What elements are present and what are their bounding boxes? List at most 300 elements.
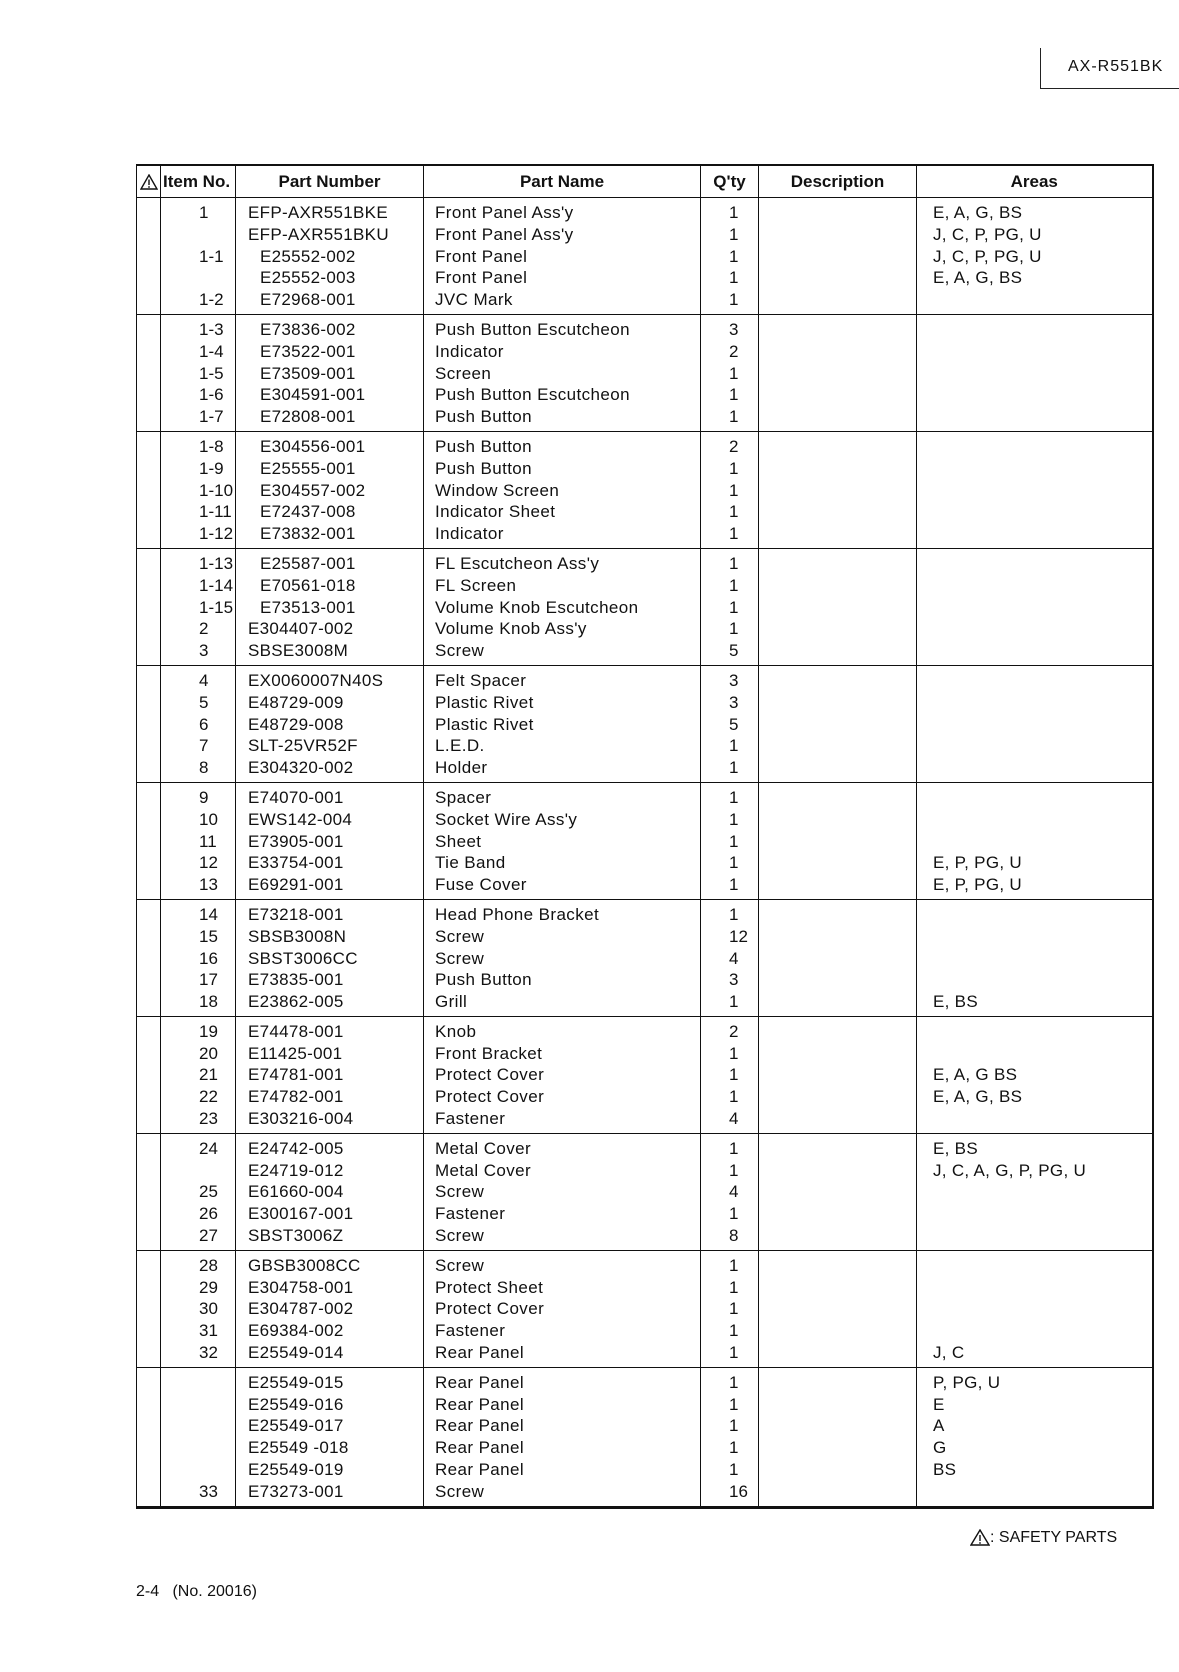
part-name-value: Rear Panel — [435, 1438, 525, 1458]
item-no-value: 2 — [199, 619, 209, 639]
qty-value: 1 — [729, 1460, 739, 1480]
qty-value: 3 — [729, 692, 739, 712]
qty-value: 5 — [729, 641, 739, 661]
qty-cell — [701, 548, 759, 665]
part-number-value: E73835-001 — [248, 970, 344, 990]
part-number-value: E72437-008 — [260, 502, 356, 522]
item-no-value: 32 — [199, 1343, 218, 1363]
qty-value: 1 — [729, 1416, 739, 1436]
part-name-value: Protect Cover — [435, 1087, 545, 1107]
item-no-value — [161, 1437, 235, 1459]
table-row-group — [137, 1367, 1153, 1507]
areas-value: J, C, P, PG, U — [933, 224, 1042, 244]
part-name-cell — [424, 431, 701, 548]
part-name-cell — [424, 782, 701, 899]
areas-value: E, A, G, BS — [933, 268, 1023, 288]
safety-column-header — [137, 165, 161, 198]
item-no-value: 9 — [199, 787, 209, 807]
item-no-value: 1-2 — [199, 290, 224, 310]
part-name-value: Rear Panel — [435, 1416, 525, 1436]
areas-value: J, C — [933, 1343, 965, 1363]
part-number-value: SBST3006CC — [248, 948, 358, 968]
part-name-value: Grill — [435, 992, 468, 1012]
qty-value: 5 — [729, 714, 739, 734]
safety-cell — [137, 1016, 161, 1133]
qty-value: 1 — [729, 407, 739, 427]
part-name-value: Fastener — [435, 1204, 506, 1224]
item-no-value: 10 — [199, 809, 218, 829]
item-no-value: 22 — [199, 1087, 218, 1107]
part-name-value: JVC Mark — [435, 290, 513, 310]
item-no-cell — [161, 1367, 236, 1507]
part-name-value: Screw — [435, 1226, 485, 1246]
areas-value — [917, 787, 1152, 809]
qty-value: 1 — [729, 809, 739, 829]
areas-value — [917, 757, 1152, 779]
part-number-cell — [236, 1367, 424, 1507]
part-name-value: Indicator — [435, 341, 504, 361]
qty-value: 1 — [729, 290, 739, 310]
areas-value — [917, 1320, 1152, 1342]
qty-value: 1 — [729, 787, 739, 807]
areas-cell — [917, 548, 1153, 665]
qty-value: 8 — [729, 1226, 739, 1246]
item-no-cell — [161, 665, 236, 782]
qty-value: 1 — [729, 203, 739, 222]
part-number-value: E25549-015 — [248, 1372, 344, 1392]
areas-value: E, A, G, BS — [933, 203, 1023, 222]
part-number-value: E73836-002 — [260, 319, 356, 339]
table-row-group — [137, 198, 1153, 315]
part-name-cell — [424, 1367, 701, 1507]
part-name-value: Plastic Rivet — [435, 692, 534, 712]
description-cell — [759, 198, 917, 315]
parts-table — [136, 164, 1154, 1509]
part-number-value: E25555-001 — [260, 458, 356, 478]
item-no-value: 13 — [199, 875, 218, 895]
part-name-value: Volume Knob Escutcheon — [435, 597, 639, 617]
description-cell — [759, 548, 917, 665]
qty-value: 1 — [729, 1087, 739, 1107]
safety-parts-label: : SAFETY PARTS — [990, 1529, 1118, 1546]
part-name-cell — [424, 314, 701, 431]
qty-value: 1 — [729, 1160, 739, 1180]
part-name-value: Holder — [435, 758, 488, 778]
qty-value: 1 — [729, 1321, 739, 1341]
description-cell — [759, 782, 917, 899]
part-number-value: E300167-001 — [248, 1204, 354, 1224]
part-name-value: Front Bracket — [435, 1043, 543, 1063]
qty-cell — [701, 198, 759, 315]
part-name-value: Rear Panel — [435, 1394, 525, 1414]
part-number-value: E73832-001 — [260, 524, 356, 544]
qty-cell — [701, 1133, 759, 1250]
areas-value — [917, 1108, 1152, 1130]
part-number-value: E72808-001 — [260, 407, 356, 427]
areas-value: E, A, G BS — [933, 1065, 1018, 1085]
areas-value — [917, 735, 1152, 757]
part-number-value: E304556-001 — [260, 436, 366, 456]
qty-value: 2 — [729, 436, 739, 456]
table-row-group — [137, 314, 1153, 431]
item-no-value: 16 — [199, 948, 218, 968]
table-row-group — [137, 1133, 1153, 1250]
qty-value: 1 — [729, 597, 739, 617]
part-name-value: Push Button Escutcheon — [435, 319, 630, 339]
areas-value — [917, 1277, 1152, 1299]
description-cell — [759, 899, 917, 1016]
qty-value: 1 — [729, 1372, 739, 1392]
part-name-cell — [424, 548, 701, 665]
item-no-value: 28 — [199, 1255, 218, 1275]
description-cell — [759, 1367, 917, 1507]
part-name-value: Screen — [435, 363, 492, 383]
item-no-value: 7 — [199, 736, 209, 756]
areas-value — [917, 948, 1152, 970]
part-name-value: Rear Panel — [435, 1343, 525, 1363]
part-number-value: E304758-001 — [248, 1277, 354, 1297]
qty-value: 1 — [729, 502, 739, 522]
part-number-cell — [236, 314, 424, 431]
part-number-value: E25549-016 — [248, 1394, 344, 1414]
item-no-value — [161, 1372, 235, 1394]
qty-value: 4 — [729, 1109, 739, 1129]
item-no-value: 1-9 — [199, 458, 224, 478]
qty-value: 1 — [729, 736, 739, 756]
areas-value — [917, 904, 1152, 926]
part-number-value: E33754-001 — [248, 853, 344, 873]
safety-cell — [137, 1367, 161, 1507]
areas-cell — [917, 198, 1153, 315]
part-number-value: E304591-001 — [260, 385, 366, 405]
qty-value: 1 — [729, 853, 739, 873]
item-no-value: 14 — [199, 904, 218, 924]
safety-cell — [137, 314, 161, 431]
areas-value: E — [933, 1394, 945, 1414]
qty-value: 2 — [729, 341, 739, 361]
part-number-value: E69291-001 — [248, 875, 344, 895]
areas-value — [917, 597, 1152, 619]
areas-value: J, C, P, PG, U — [933, 246, 1042, 266]
areas-cell — [917, 1367, 1153, 1507]
part-name-value: Protect Cover — [435, 1299, 545, 1319]
areas-cell — [917, 1133, 1153, 1250]
areas-value — [917, 458, 1152, 480]
part-number-value: E304407-002 — [248, 619, 354, 639]
areas-value — [917, 480, 1152, 502]
qty-value: 1 — [729, 1138, 739, 1158]
areas-cell — [917, 1250, 1153, 1367]
qty-value: 1 — [729, 268, 739, 288]
warning-triangle-icon — [970, 1529, 990, 1546]
safety-cell — [137, 782, 161, 899]
part-number-value: E25549-017 — [248, 1416, 344, 1436]
areas-value — [917, 341, 1152, 363]
item-no-value: 3 — [199, 641, 209, 661]
item-no-value: 1-5 — [199, 363, 224, 383]
part-number-value: E25549-014 — [248, 1343, 344, 1363]
description-cell — [759, 1016, 917, 1133]
part-number-value: E25549 -018 — [248, 1438, 349, 1458]
item-no-value: 1-1 — [199, 246, 224, 266]
safety-cell — [137, 431, 161, 548]
item-no-value: 17 — [199, 970, 218, 990]
item-no-value: 1 — [199, 203, 209, 222]
safety-cell — [137, 1250, 161, 1367]
part-number-value: E48729-009 — [248, 692, 344, 712]
areas-value — [917, 809, 1152, 831]
item-no-value: 23 — [199, 1109, 218, 1129]
item-no-value — [161, 1415, 235, 1437]
qty-header: Q'ty — [701, 165, 759, 198]
part-name-value: Screw — [435, 948, 485, 968]
part-name-value: Rear Panel — [435, 1372, 525, 1392]
part-number-value: E25549-019 — [248, 1460, 344, 1480]
item-no-value — [161, 224, 235, 246]
table-row-group — [137, 1250, 1153, 1367]
part-name-value: Fuse Cover — [435, 875, 527, 895]
part-number-value: E69384-002 — [248, 1321, 344, 1341]
part-number-value: E304557-002 — [260, 480, 366, 500]
qty-cell — [701, 1367, 759, 1507]
qty-value: 4 — [729, 948, 739, 968]
part-name-value: Sheet — [435, 831, 482, 851]
item-no-value — [161, 1394, 235, 1416]
item-no-value: 1-11 — [199, 502, 232, 522]
item-no-value — [161, 267, 235, 289]
item-no-value: 25 — [199, 1182, 218, 1202]
item-no-cell — [161, 1250, 236, 1367]
qty-value: 1 — [729, 524, 739, 544]
qty-value: 1 — [729, 904, 739, 924]
qty-value: 1 — [729, 758, 739, 778]
part-number-value: SBSB3008N — [248, 926, 347, 946]
table-row-group — [137, 899, 1153, 1016]
areas-value — [917, 618, 1152, 640]
part-number-value: SBSE3008M — [248, 641, 349, 661]
qty-value: 3 — [729, 670, 739, 690]
part-number-value: SBST3006Z — [248, 1226, 344, 1246]
areas-value — [917, 1255, 1152, 1277]
item-no-value: 29 — [199, 1277, 218, 1297]
part-number-value: E70561-018 — [260, 575, 356, 595]
part-name-value: Screw — [435, 1481, 485, 1501]
qty-value: 3 — [729, 970, 739, 990]
areas-value — [917, 1298, 1152, 1320]
part-name-value: Indicator — [435, 524, 504, 544]
part-name-value: Push Button — [435, 970, 533, 990]
parts-table-body — [137, 198, 1153, 1508]
part-name-header: Part Name — [424, 165, 701, 198]
item-no-value: 1-6 — [199, 385, 224, 405]
part-name-cell — [424, 899, 701, 1016]
qty-value: 1 — [729, 1043, 739, 1063]
part-number-value: E74478-001 — [248, 1021, 344, 1041]
qty-value: 2 — [729, 1021, 739, 1041]
table-row-group — [137, 431, 1153, 548]
areas-cell — [917, 899, 1153, 1016]
part-number-value: E74070-001 — [248, 787, 344, 807]
areas-value: P, PG, U — [933, 1372, 1001, 1392]
qty-value: 1 — [729, 992, 739, 1012]
safety-cell — [137, 198, 161, 315]
item-no-value: 26 — [199, 1204, 218, 1224]
qty-cell — [701, 782, 759, 899]
part-number-value: E73513-001 — [260, 597, 356, 617]
part-name-value: Felt Spacer — [435, 670, 527, 690]
areas-value — [917, 319, 1152, 341]
item-no-value: 1-3 — [199, 319, 224, 339]
areas-cell — [917, 1016, 1153, 1133]
areas-value — [917, 969, 1152, 991]
areas-cell — [917, 782, 1153, 899]
qty-cell — [701, 1016, 759, 1133]
part-number-value: E48729-008 — [248, 714, 344, 734]
part-number-value: E11425-001 — [248, 1043, 343, 1063]
areas-value — [917, 640, 1152, 662]
part-name-value: Screw — [435, 641, 485, 661]
item-no-value: 19 — [199, 1021, 218, 1041]
description-cell — [759, 1133, 917, 1250]
safety-cell — [137, 548, 161, 665]
part-number-value: E25587-001 — [260, 553, 356, 573]
safety-parts-note — [970, 1529, 1117, 1547]
areas-value: E, BS — [933, 992, 978, 1012]
areas-value — [917, 575, 1152, 597]
item-no-value: 31 — [199, 1321, 218, 1341]
item-no-cell — [161, 1016, 236, 1133]
part-name-value: Protect Cover — [435, 1065, 545, 1085]
item-no-value: 20 — [199, 1043, 218, 1063]
part-number-value: EFP-AXR551BKE — [248, 203, 388, 222]
part-name-value: Knob — [435, 1021, 477, 1041]
item-no-value: 24 — [199, 1138, 218, 1158]
part-name-value: Protect Sheet — [435, 1277, 544, 1297]
safety-cell — [137, 665, 161, 782]
part-name-value: Metal Cover — [435, 1138, 532, 1158]
qty-value: 1 — [729, 363, 739, 383]
safety-cell — [137, 1133, 161, 1250]
part-number-value: E24742-005 — [248, 1138, 344, 1158]
item-no-cell — [161, 548, 236, 665]
item-no-cell — [161, 1133, 236, 1250]
item-no-value: 27 — [199, 1226, 218, 1246]
areas-cell — [917, 314, 1153, 431]
areas-value — [917, 289, 1152, 311]
item-no-value: 1-15 — [199, 597, 234, 617]
areas-value — [917, 1203, 1152, 1225]
item-no-header: Item No. — [161, 165, 236, 198]
areas-value — [917, 1181, 1152, 1203]
areas-value: G — [933, 1438, 947, 1458]
part-number-value: E304320-002 — [248, 758, 354, 778]
part-name-value: Push Button Escutcheon — [435, 385, 630, 405]
part-name-value: Push Button — [435, 436, 533, 456]
qty-value: 12 — [729, 926, 748, 946]
areas-value — [917, 714, 1152, 736]
part-number-value: EFP-AXR551BKU — [248, 224, 389, 244]
warning-triangle-icon — [140, 174, 158, 190]
qty-value: 1 — [729, 458, 739, 478]
part-name-value: Plastic Rivet — [435, 714, 534, 734]
item-no-value: 1-8 — [199, 436, 224, 456]
part-name-value: Front Panel Ass'y — [435, 224, 574, 244]
areas-value — [917, 363, 1152, 385]
page-number: 2-4 (No. 20016) — [136, 1583, 257, 1600]
qty-value: 1 — [729, 224, 739, 244]
part-number-value: E61660-004 — [248, 1182, 344, 1202]
part-name-value: Indicator Sheet — [435, 502, 556, 522]
item-no-cell — [161, 198, 236, 315]
areas-value — [917, 1021, 1152, 1043]
part-number-value: E73905-001 — [248, 831, 344, 851]
item-no-value: 1-13 — [199, 553, 234, 573]
item-no-cell — [161, 431, 236, 548]
safety-cell — [137, 899, 161, 1016]
part-name-value: FL Escutcheon Ass'y — [435, 553, 600, 573]
part-number-cell — [236, 782, 424, 899]
qty-cell — [701, 431, 759, 548]
areas-value — [917, 670, 1152, 692]
part-name-value: L.E.D. — [435, 736, 485, 756]
part-number-value: SLT-25VR52F — [248, 736, 358, 756]
part-number-value: E74781-001 — [248, 1065, 344, 1085]
model-number: AX-R551BK — [1068, 58, 1164, 75]
qty-value: 1 — [729, 1255, 739, 1275]
qty-value: 16 — [729, 1481, 748, 1501]
part-name-cell — [424, 1016, 701, 1133]
item-no-value: 1-14 — [199, 575, 234, 595]
part-name-value: Push Button — [435, 458, 533, 478]
item-no-value: 1-7 — [199, 407, 224, 427]
part-number-value: E73509-001 — [260, 363, 356, 383]
description-cell — [759, 665, 917, 782]
qty-cell — [701, 1250, 759, 1367]
qty-value: 1 — [729, 246, 739, 266]
part-number-value: E304787-002 — [248, 1299, 354, 1319]
areas-value — [917, 553, 1152, 575]
areas-value — [917, 1225, 1152, 1247]
item-no-value — [161, 1459, 235, 1481]
part-number-cell — [236, 665, 424, 782]
part-name-value: Fastener — [435, 1109, 506, 1129]
part-number-value: EWS142-004 — [248, 809, 353, 829]
part-name-value: Window Screen — [435, 480, 560, 500]
areas-value — [917, 692, 1152, 714]
item-no-cell — [161, 314, 236, 431]
item-no-value: 18 — [199, 992, 218, 1012]
areas-value: E, P, PG, U — [933, 853, 1022, 873]
qty-value: 3 — [729, 319, 739, 339]
item-no-value: 1-10 — [199, 480, 234, 500]
part-number-cell — [236, 1016, 424, 1133]
item-no-value: 30 — [199, 1299, 218, 1319]
qty-value: 1 — [729, 1343, 739, 1363]
areas-value: E, P, PG, U — [933, 875, 1022, 895]
table-row-group — [137, 782, 1153, 899]
part-name-value: Fastener — [435, 1321, 506, 1341]
qty-value: 1 — [729, 1065, 739, 1085]
part-name-value: Volume Knob Ass'y — [435, 619, 587, 639]
part-name-value: Screw — [435, 1255, 485, 1275]
areas-value: J, C, A, G, P, PG, U — [933, 1160, 1087, 1180]
part-number-cell — [236, 548, 424, 665]
item-no-value: 12 — [199, 853, 218, 873]
qty-value: 1 — [729, 619, 739, 639]
item-no-cell — [161, 899, 236, 1016]
part-number-value: E24719-012 — [248, 1160, 344, 1180]
qty-value: 1 — [729, 1204, 739, 1224]
